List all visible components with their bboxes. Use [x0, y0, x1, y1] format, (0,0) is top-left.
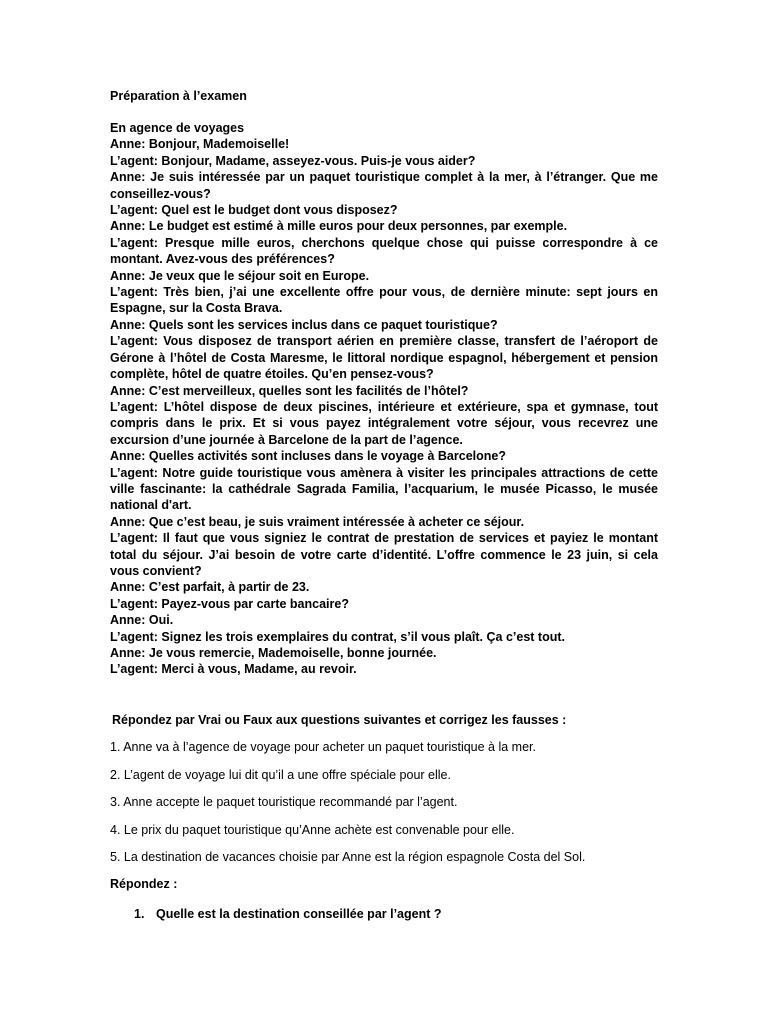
true-false-statement: 1. Anne va à l’agence de voyage pour acheter un paquet touristique à la mer.: [110, 740, 536, 754]
dialogue-line: Anne: Quels sont les services inclus dans ce paquet touristique?: [110, 317, 498, 332]
dialogue-line: Anne: Que c’est beau, je suis vraiment intéressée à acheter ce séjour.: [110, 514, 525, 529]
dialogue-line: Anne: Quelles activités sont incluses dans le voyage à Barcelone?: [110, 449, 506, 464]
answer-section-title: Répondez :: [110, 877, 178, 891]
true-false-statement: 5. La destination de vacances choisie par Anne est la région espagnole Costa del Sol.: [110, 850, 586, 864]
true-false-statement: 2. L’agent de voyage lui dit qu’il a une offre spéciale pour elle.: [110, 768, 451, 782]
true-false-statement: 4. Le prix du paquet touristique qu’Anne achète est convenable pour elle.: [110, 823, 515, 837]
dialogue-line: L’agent: Vous disposez de transport aérien en première classe, transfert de l’aéroport de Gérone à l’hôtel de Costa Maresme, le littoral nordique espagnol, hébergement et pension complète, hôtel de quatre étoiles. Qu’en pensez-vous?: [110, 334, 658, 382]
dialogue-line: L’agent: Signez les trois exemplaires du contrat, s’il vous plaît. Ça c’est tout.: [110, 629, 565, 644]
question-text: Quelle est la destination conseillée par l’agent ?: [156, 907, 442, 921]
dialogue-line: Anne: Le budget est estimé à mille euros pour deux personnes, par exemple.: [110, 219, 568, 234]
dialogue-line: Anne: Je vous remercie, Mademoiselle, bonne journée.: [110, 646, 437, 660]
dialogue-line: L’agent: Très bien, j’ai une excellente offre pour vous, de dernière minute: sept jours en Espagne, sur la Costa Brava.: [110, 285, 658, 316]
dialogue-line: L’agent: Il faut que vous signiez le contrat de prestation de services et payiez le montant total du séjour. J’ai besoin de votre carte d’identité. L’offre commence le 23 juin, si cela vous convient?: [110, 531, 658, 578]
exercise-title: Répondez par Vrai ou Faux aux questions suivantes et corrigez les fausses :: [112, 713, 567, 727]
page-title: Préparation à l’examen: [110, 89, 247, 103]
dialogue-line: L’agent: Presque mille euros, cherchons quelque chose qui puisse correspondre à ce montant. Avez-vous des préférences?: [110, 235, 658, 267]
true-false-statement: 3. Anne accepte le paquet touristique recommandé par l’agent.: [110, 795, 458, 809]
dialogue-heading: En agence de voyages: [110, 121, 245, 135]
dialogue-line: Anne: Je suis intéressée par un paquet touristique complet à la mer, à l’étranger. Que me conseillez-vous?: [110, 170, 658, 201]
dialogue-line: L’agent: Notre guide touristique vous amènera à visiter les principales attractions de cette ville fascinante: la cathédrale Sagrada Familia, l’acquarium, le musée Picasso, le musée national d'art.: [110, 465, 658, 513]
dialogue-section: [110, 120, 658, 678]
dialogue-line: L’agent: Bonjour, Madame, asseyez-vous. Puis-je vous aider?: [110, 153, 476, 168]
dialogue-line: L’agent: Quel est le budget dont vous disposez?: [110, 203, 398, 218]
dialogue-line: Anne: Je veux que le séjour soit en Europe.: [110, 268, 370, 283]
dialogue-line: Anne: Bonjour, Mademoiselle!: [110, 137, 290, 152]
question-number: 1.: [134, 907, 145, 921]
dialogue-line: Anne: C’est parfait, à partir de 23.: [110, 580, 310, 595]
answer-question: [134, 906, 442, 922]
dialogue-line: L’agent: L’hôtel dispose de deux piscines, intérieure et extérieure, spa et gymnase, tout compris dans le prix. Et si vous payez intégralement votre séjour, vous recevrez une excursion d’une journée à Barcelone de la part de l’agence.: [110, 399, 658, 447]
dialogue-line: L’agent: Payez-vous par carte bancaire?: [110, 596, 349, 611]
dialogue-line: Anne: Oui.: [110, 613, 174, 628]
dialogue-line: Anne: C’est merveilleux, quelles sont les facilités de l’hôtel?: [110, 383, 469, 398]
dialogue-line: L’agent: Merci à vous, Madame, au revoir.: [110, 662, 357, 677]
